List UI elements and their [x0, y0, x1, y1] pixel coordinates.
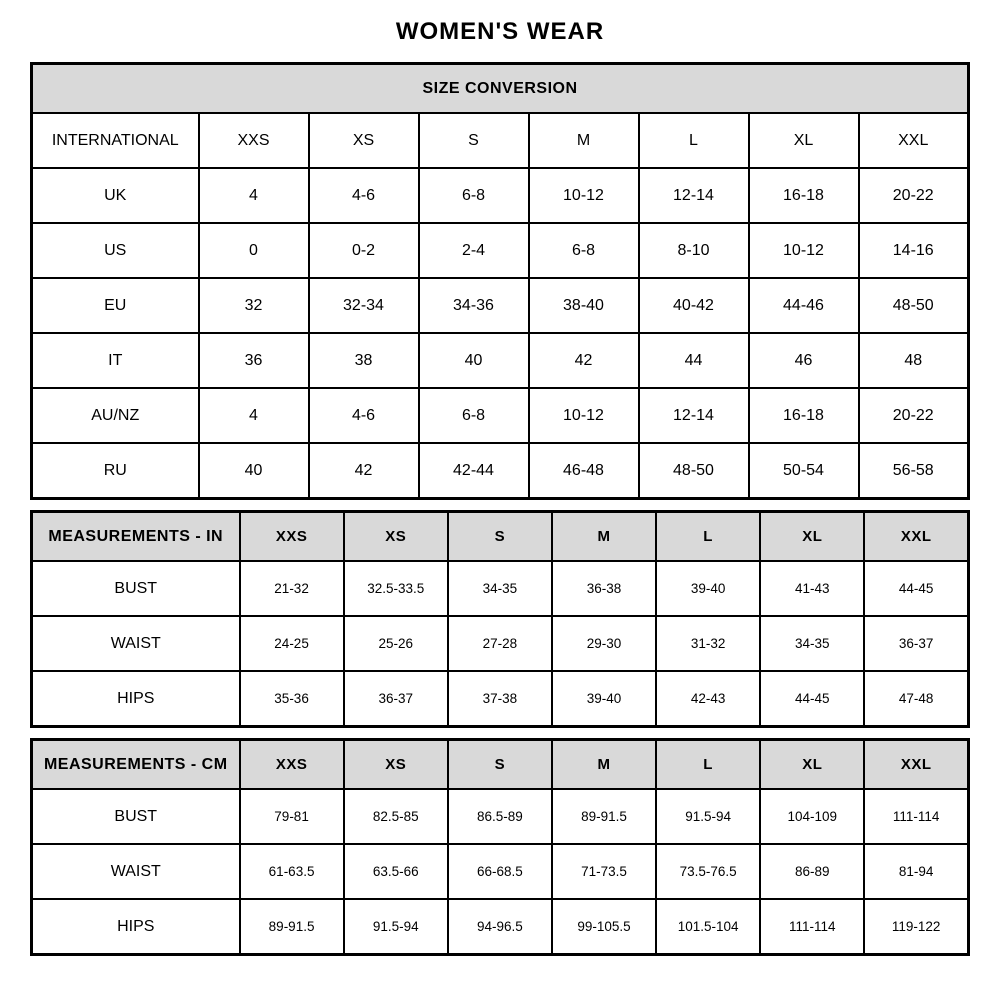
cell-value: 20-22 [859, 388, 969, 443]
row-label: UK [32, 168, 199, 223]
cell-value: 16-18 [749, 168, 859, 223]
column-header: L [656, 740, 760, 790]
cell-value: 32.5-33.5 [344, 561, 448, 616]
cell-value: 29-30 [552, 616, 656, 671]
cell-value: 71-73.5 [552, 844, 656, 899]
row-label: EU [32, 278, 199, 333]
row-label: BUST [32, 789, 240, 844]
column-header: XL [760, 740, 864, 790]
cell-value: 111-114 [760, 899, 864, 955]
cell-value: 66-68.5 [448, 844, 552, 899]
cell-value: XL [749, 113, 859, 168]
cell-value: 0 [199, 223, 309, 278]
table-row [32, 113, 969, 168]
column-header: XXL [864, 740, 968, 790]
cell-value: 10-12 [529, 388, 639, 443]
page-title: WOMEN'S WEAR [395, 18, 605, 45]
column-header: S [448, 740, 552, 790]
cell-value: 81-94 [864, 844, 968, 899]
cell-value: XXS [199, 113, 309, 168]
cell-value: 48-50 [639, 443, 749, 499]
cell-value: 2-4 [419, 223, 529, 278]
cell-value: 91.5-94 [344, 899, 448, 955]
cell-value: 48 [859, 333, 969, 388]
cell-value: 46 [749, 333, 859, 388]
cell-value: 39-40 [552, 671, 656, 727]
column-header: XXS [240, 512, 344, 562]
cell-value: 79-81 [240, 789, 344, 844]
table-row [32, 671, 969, 727]
table-row [32, 223, 969, 278]
column-header: XS [344, 740, 448, 790]
cell-value: M [529, 113, 639, 168]
table-row [32, 333, 969, 388]
cell-value: 73.5-76.5 [656, 844, 760, 899]
table-row [32, 789, 969, 844]
cell-value: 42 [529, 333, 639, 388]
cell-value: 16-18 [749, 388, 859, 443]
cell-value: 27-28 [448, 616, 552, 671]
cell-value: 31-32 [656, 616, 760, 671]
cell-value: 40-42 [639, 278, 749, 333]
column-header: XS [344, 512, 448, 562]
cell-value: 8-10 [639, 223, 749, 278]
table-row [32, 168, 969, 223]
cell-value: 94-96.5 [448, 899, 552, 955]
table-header-row [32, 512, 969, 562]
cell-value: 63.5-66 [344, 844, 448, 899]
cell-value: 35-36 [240, 671, 344, 727]
cell-value: 6-8 [419, 168, 529, 223]
cell-value: 99-105.5 [552, 899, 656, 955]
row-label: US [32, 223, 199, 278]
size-conversion-table [30, 62, 970, 500]
cell-value: XXL [859, 113, 969, 168]
cell-value: 89-91.5 [552, 789, 656, 844]
table-row [32, 443, 969, 499]
cell-value: 44-46 [749, 278, 859, 333]
cell-value: 4 [199, 168, 309, 223]
cell-value: 48-50 [859, 278, 969, 333]
row-label: HIPS [32, 899, 240, 955]
cell-value: 34-35 [448, 561, 552, 616]
cell-value: 34-36 [419, 278, 529, 333]
cell-value: 12-14 [639, 388, 749, 443]
column-header: XXS [240, 740, 344, 790]
cell-value: 104-109 [760, 789, 864, 844]
column-header: M [552, 512, 656, 562]
cell-value: 46-48 [529, 443, 639, 499]
cell-value: 101.5-104 [656, 899, 760, 955]
cell-value: XS [309, 113, 419, 168]
cell-value: 111-114 [864, 789, 968, 844]
column-header: XXL [864, 512, 968, 562]
size-conversion-header: SIZE CONVERSION [32, 64, 969, 114]
cell-value: 89-91.5 [240, 899, 344, 955]
table-row [32, 844, 969, 899]
row-label: INTERNATIONAL [32, 113, 199, 168]
cell-value: 4 [199, 388, 309, 443]
table-row [32, 388, 969, 443]
cell-value: 24-25 [240, 616, 344, 671]
cell-value: 42 [309, 443, 419, 499]
measurements-cm-table [30, 738, 970, 956]
cell-value: 42-44 [419, 443, 529, 499]
table-row [32, 278, 969, 333]
column-header: S [448, 512, 552, 562]
cell-value: 36-37 [864, 616, 968, 671]
row-label: AU/NZ [32, 388, 199, 443]
table-row [32, 899, 969, 955]
cell-value: 20-22 [859, 168, 969, 223]
cell-value: 34-35 [760, 616, 864, 671]
column-header: L [656, 512, 760, 562]
cell-value: 21-32 [240, 561, 344, 616]
cell-value: 61-63.5 [240, 844, 344, 899]
measurements-in-header: MEASUREMENTS - IN [32, 512, 240, 562]
row-label: IT [32, 333, 199, 388]
row-label: WAIST [32, 616, 240, 671]
cell-value: 36-37 [344, 671, 448, 727]
cell-value: 25-26 [344, 616, 448, 671]
cell-value: 38 [309, 333, 419, 388]
table-header-row [32, 64, 969, 114]
cell-value: 82.5-85 [344, 789, 448, 844]
cell-value: 41-43 [760, 561, 864, 616]
cell-value: 50-54 [749, 443, 859, 499]
cell-value: 10-12 [749, 223, 859, 278]
column-header: M [552, 740, 656, 790]
cell-value: 39-40 [656, 561, 760, 616]
cell-value: S [419, 113, 529, 168]
cell-value: L [639, 113, 749, 168]
cell-value: 42-43 [656, 671, 760, 727]
cell-value: 91.5-94 [656, 789, 760, 844]
cell-value: 47-48 [864, 671, 968, 727]
cell-value: 38-40 [529, 278, 639, 333]
cell-value: 32 [199, 278, 309, 333]
cell-value: 12-14 [639, 168, 749, 223]
cell-value: 119-122 [864, 899, 968, 955]
cell-value: 0-2 [309, 223, 419, 278]
cell-value: 14-16 [859, 223, 969, 278]
cell-value: 56-58 [859, 443, 969, 499]
cell-value: 36-38 [552, 561, 656, 616]
cell-value: 10-12 [529, 168, 639, 223]
cell-value: 6-8 [419, 388, 529, 443]
cell-value: 44-45 [760, 671, 864, 727]
measurements-cm-header: MEASUREMENTS - CM [32, 740, 240, 790]
row-label: WAIST [32, 844, 240, 899]
cell-value: 40 [199, 443, 309, 499]
table-row [32, 561, 969, 616]
cell-value: 40 [419, 333, 529, 388]
measurements-in-table [30, 510, 970, 728]
row-label: BUST [32, 561, 240, 616]
cell-value: 6-8 [529, 223, 639, 278]
cell-value: 4-6 [309, 388, 419, 443]
cell-value: 44-45 [864, 561, 968, 616]
row-label: RU [32, 443, 199, 499]
row-label: HIPS [32, 671, 240, 727]
column-header: XL [760, 512, 864, 562]
cell-value: 86-89 [760, 844, 864, 899]
cell-value: 37-38 [448, 671, 552, 727]
cell-value: 32-34 [309, 278, 419, 333]
table-row [32, 616, 969, 671]
cell-value: 44 [639, 333, 749, 388]
cell-value: 36 [199, 333, 309, 388]
cell-value: 86.5-89 [448, 789, 552, 844]
cell-value: 4-6 [309, 168, 419, 223]
table-header-row [32, 740, 969, 790]
